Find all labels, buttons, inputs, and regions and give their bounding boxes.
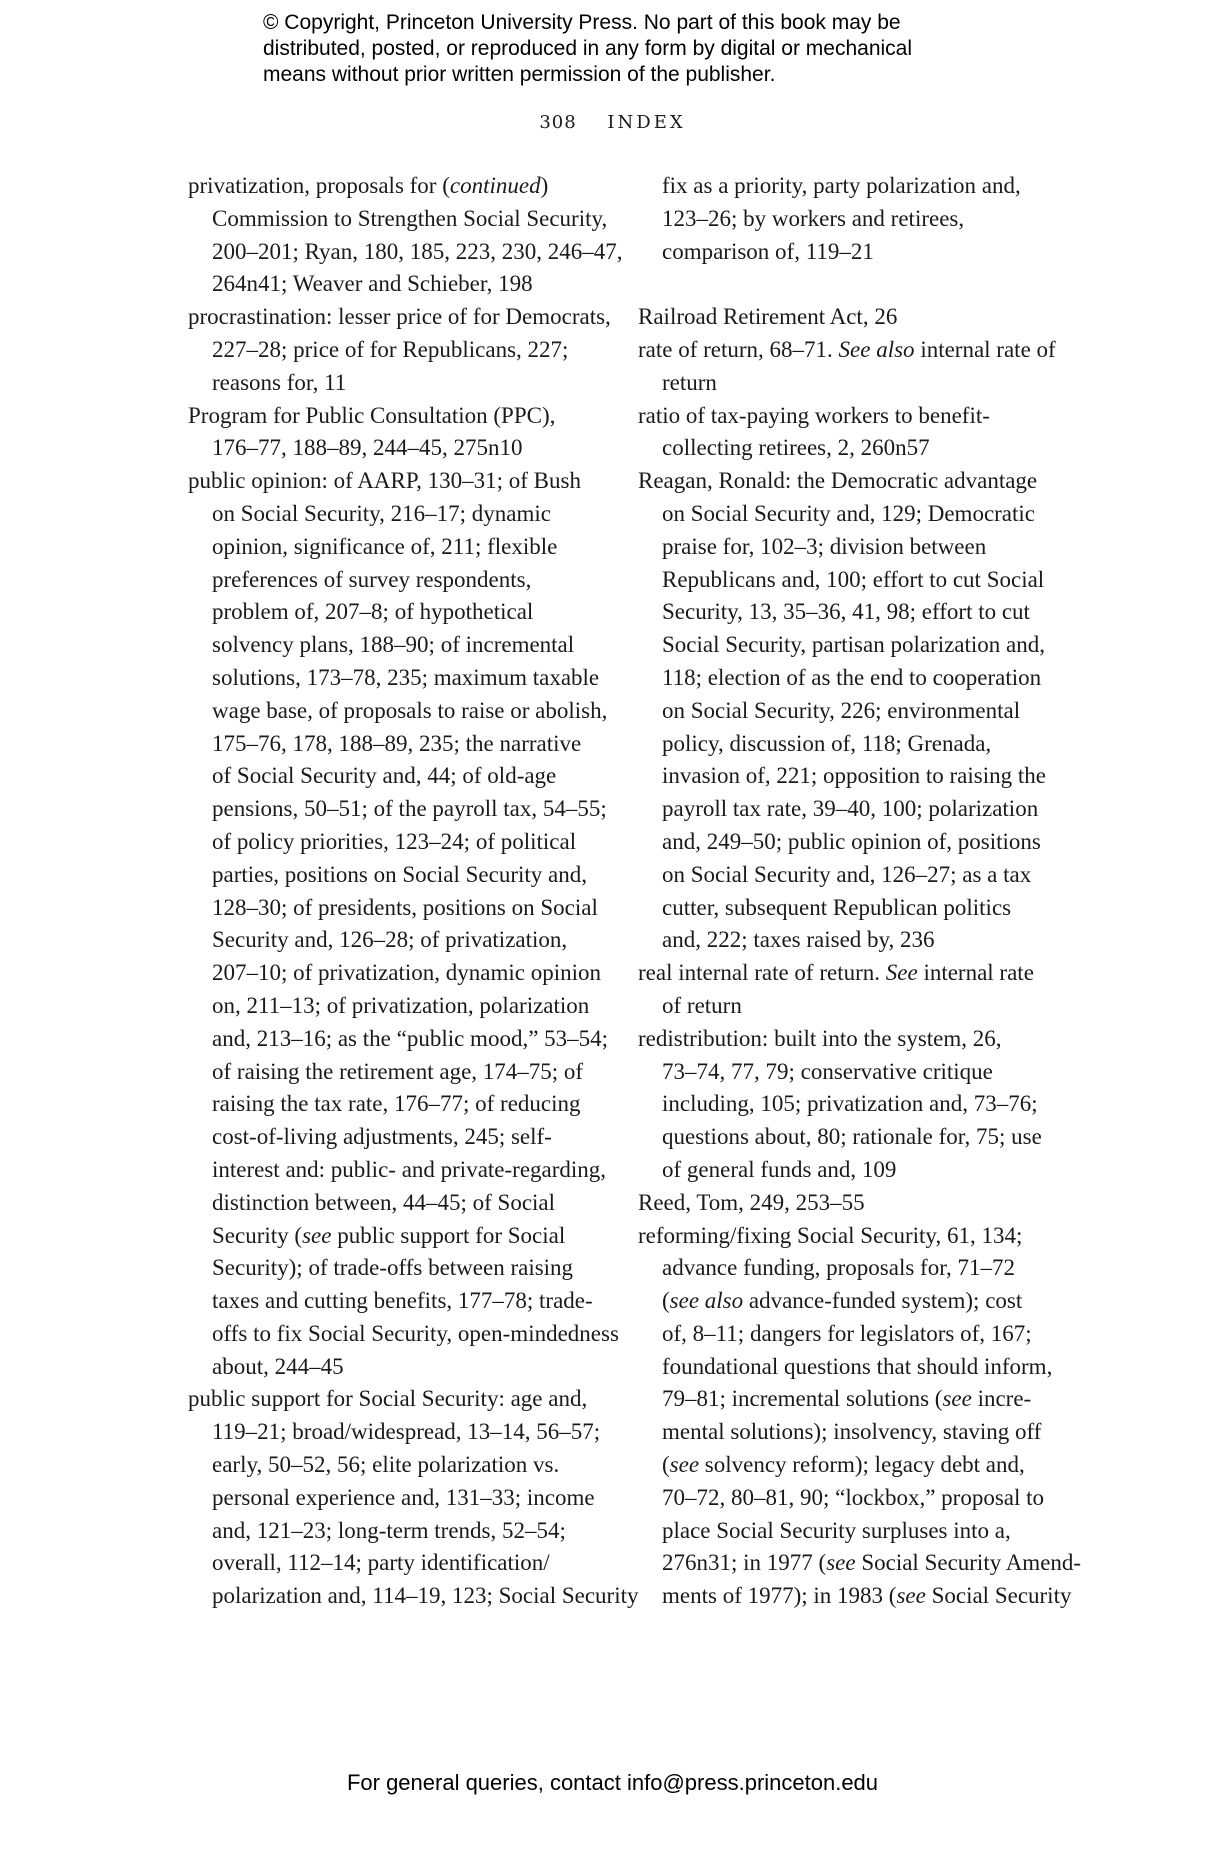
index-entry-line: Security); of trade-offs between raising	[212, 1255, 574, 1281]
index-entry-line: interest and: public- and private-regarding,	[212, 1156, 607, 1182]
index-entry	[188, 465, 619, 1383]
index-entry-line: taxes and cutting benefits, 177–78; trade-	[212, 1288, 593, 1314]
index-entry-line: on Social Security and, 126–27; as a tax	[662, 861, 1032, 887]
index-entry-line: of Social Security and, 44; of old-age	[212, 763, 557, 789]
index-entry-line: rate of return, 68–71. See also internal rate of	[638, 336, 1056, 362]
index-entry-line: Security and, 126–28; of privatization,	[212, 927, 568, 953]
index-entry-line: on, 211–13; of privatization, polarization	[212, 992, 590, 1018]
index-entry	[188, 1383, 639, 1613]
index-entry-line: about, 244–45	[212, 1353, 344, 1379]
index-entry	[638, 301, 1058, 334]
index-column-right	[638, 170, 1082, 1613]
index-entry-line: Commission to Strengthen Social Security,	[212, 205, 608, 231]
index-entry-line: Republicans and, 100; effort to cut Social	[662, 566, 1045, 592]
index-entry-line: solutions, 173–78, 235; maximum taxable	[212, 664, 600, 690]
index-entry-line: distinction between, 44–45; of Social	[212, 1189, 556, 1215]
index-entry-line: Security (see public support for Social	[212, 1222, 566, 1248]
index-entry-line: (see also advance-funded system); cost	[662, 1288, 1023, 1314]
index-entry-line: ratio of tax-paying workers to benefit-	[638, 402, 990, 428]
index-entry-line: redistribution: built into the system, 26,	[638, 1025, 1002, 1051]
index-entry-line: wage base, of proposals to raise or abolish,	[212, 697, 608, 723]
index-entry-line: place Social Security surpluses into a,	[662, 1517, 1011, 1543]
index-entry-line: Security, 13, 35–36, 41, 98; effort to cut	[662, 599, 1030, 625]
index-entry-line: on Social Security, 216–17; dynamic	[212, 500, 551, 526]
index-entry-line: reasons for, 11	[212, 369, 347, 395]
index-column-left	[188, 170, 639, 1613]
index-entry-line: raising the tax rate, 176–77; of reducing	[212, 1091, 581, 1117]
index-entry-line: 276n31; in 1977 (see Social Security Amend-	[662, 1550, 1082, 1576]
index-entry	[638, 1187, 1058, 1220]
index-entry	[188, 400, 608, 466]
index-entry-line: 118; election of as the end to cooperation	[662, 664, 1042, 690]
index-entry-line: 227–28; price of for Republicans, 227;	[212, 336, 569, 362]
index-entry-line: real internal rate of return. See internal rate	[638, 960, 1034, 986]
index-entry-line: mental solutions); insolvency, staving off	[662, 1419, 1042, 1445]
index-entry-line: 207–10; of privatization, dynamic opinion	[212, 960, 602, 986]
index-entry-line: return	[662, 369, 717, 395]
index-entry-line: of policy priorities, 123–24; of political	[212, 828, 577, 854]
index-entry-line: comparison of, 119–21	[662, 238, 874, 264]
index-entry	[638, 1220, 1082, 1614]
letter-group-gap	[638, 268, 1058, 301]
index-entry-line: fix as a priority, party polarization and,	[662, 173, 1021, 198]
index-entry-line: advance funding, proposals for, 71–72	[662, 1255, 1015, 1281]
index-entry-line: questions about, 80; rationale for, 75; use	[662, 1124, 1042, 1150]
copyright-notice	[263, 10, 983, 88]
index-entry-line: 73–74, 77, 79; conservative critique	[662, 1058, 993, 1084]
index-entry-line: payroll tax rate, 39–40, 100; polarization	[662, 796, 1039, 822]
index-entry-line: 200–201; Ryan, 180, 185, 223, 230, 246–47,	[212, 238, 623, 264]
index-entry-line: problem of, 207–8; of hypothetical	[212, 599, 534, 625]
index-entry	[638, 334, 1058, 400]
index-entry-line: Reed, Tom, 249, 253–55	[638, 1189, 865, 1215]
index-entry-line: and, 222; taxes raised by, 236	[662, 927, 935, 953]
running-head	[0, 112, 1225, 133]
index-entry-line: and, 121–23; long-term trends, 52–54;	[212, 1517, 566, 1543]
index-entry-continuation	[638, 170, 1058, 268]
index-entry-line: overall, 112–14; party identification/	[212, 1550, 550, 1576]
copyright-line: means without prior written permission of the publisher.	[263, 63, 776, 86]
index-entry-line: of general funds and, 109	[662, 1156, 897, 1182]
index-entry-line: of return	[662, 992, 742, 1018]
index-entry	[638, 400, 1058, 466]
index-entry-line: including, 105; privatization and, 73–76;	[662, 1091, 1038, 1117]
index-entry-line: Railroad Retirement Act, 26	[638, 304, 898, 330]
index-entry-line: opinion, significance of, 211; flexible	[212, 533, 558, 559]
index-entry-line: ments of 1977); in 1983 (see Social Security	[662, 1583, 1072, 1609]
index-entry-line: solvency plans, 188–90; of incremental	[212, 632, 575, 658]
index-entry-line: cost-of-living adjustments, 245; self-	[212, 1124, 552, 1150]
page-number: 308	[539, 112, 577, 133]
index-entry-line: Program for Public Consultation (PPC),	[188, 402, 556, 428]
index-entry	[638, 1023, 1058, 1187]
index-entry-line: 176–77, 188–89, 244–45, 275n10	[212, 435, 523, 461]
index-entry-line: polarization and, 114–19, 123; Social Security	[212, 1583, 639, 1609]
index-entry-line: Social Security, partisan polarization and,	[662, 632, 1046, 658]
index-entry-line: Reagan, Ronald: the Democratic advantage	[638, 468, 1038, 494]
index-entry-line: foundational questions that should inform,	[662, 1353, 1053, 1379]
index-entry-line: and, 249–50; public opinion of, positions	[662, 828, 1041, 854]
index-entry-line: preferences of survey respondents,	[212, 566, 532, 592]
index-entry-line: 79–81; incremental solutions (see incre-	[662, 1386, 1032, 1412]
index-entry-line: procrastination: lesser price of for Democrats,	[188, 304, 611, 330]
index-entry-line: 119–21; broad/widespread, 13–14, 56–57;	[212, 1419, 601, 1445]
index-entry	[638, 465, 1058, 957]
index-entry-line: public support for Social Security: age and,	[188, 1386, 588, 1412]
index-entry-line: (see solvency reform); legacy debt and,	[662, 1452, 1025, 1478]
index-entry-line: invasion of, 221; opposition to raising the	[662, 763, 1046, 789]
copyright-line: distributed, posted, or reproduced in any form by digital or mechanical	[263, 37, 913, 60]
index-entry-line: personal experience and, 131–33; income	[212, 1484, 595, 1510]
index-entry-line: 264n41; Weaver and Schieber, 198	[212, 271, 533, 297]
index-entry-line: 123–26; by workers and retirees,	[662, 205, 965, 231]
index-entry-line: cutter, subsequent Republican politics	[662, 894, 1012, 920]
footer-contact: For general queries, contact info@press.princeton.edu	[346, 1770, 879, 1795]
index-entry	[188, 170, 623, 301]
index-entry-line: 128–30; of presidents, positions on Social	[212, 894, 598, 920]
index-entry-line: early, 50–52, 56; elite polarization vs.	[212, 1452, 560, 1478]
index-entry	[638, 957, 1058, 1023]
index-entry-line: offs to fix Social Security, open-mindedness	[212, 1320, 619, 1346]
index-entry-line: privatization, proposals for (continued)	[188, 173, 549, 198]
index-entry-line: reforming/fixing Social Security, 61, 134;	[638, 1222, 1023, 1248]
index-entry	[188, 301, 611, 399]
index-entry-line: pensions, 50–51; of the payroll tax, 54–55;	[212, 796, 607, 822]
section-title: INDEX	[607, 112, 686, 133]
index-entry-line: on Social Security, 226; environmental	[662, 697, 1021, 723]
index-entry-line: public opinion: of AARP, 130–31; of Bush	[188, 468, 581, 494]
copyright-line: © Copyright, Princeton University Press. No part of this book may be	[263, 11, 901, 34]
index-entry-line: and, 213–16; as the “public mood,” 53–54;	[212, 1025, 609, 1051]
index-entry-line: praise for, 102–3; division between	[662, 533, 987, 559]
index-entry-line: 175–76, 178, 188–89, 235; the narrative	[212, 730, 582, 756]
index-entry-line: of, 8–11; dangers for legislators of, 167;	[662, 1320, 1032, 1346]
index-entry-line: on Social Security and, 129; Democratic	[662, 500, 1036, 526]
index-entry-line: parties, positions on Social Security and,	[212, 861, 587, 887]
index-entry-line: policy, discussion of, 118; Grenada,	[662, 730, 992, 756]
index-entry-line: collecting retirees, 2, 260n57	[662, 435, 930, 461]
index-entry-line: 70–72, 80–81, 90; “lockbox,” proposal to	[662, 1484, 1045, 1510]
index-entry-line: of raising the retirement age, 174–75; of	[212, 1058, 584, 1084]
